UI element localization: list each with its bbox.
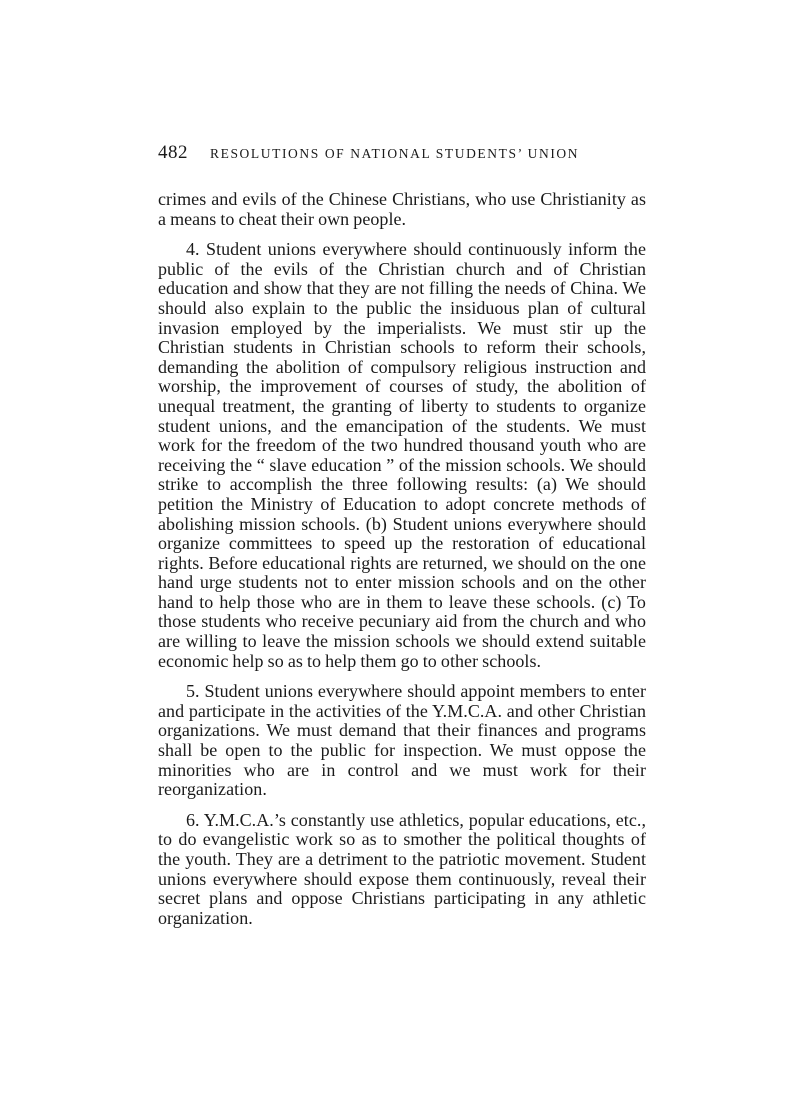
body-text bbox=[158, 190, 646, 928]
running-header bbox=[158, 142, 646, 172]
page-number: 482 bbox=[158, 142, 188, 163]
paragraph-item-4: 4. Student unions everywhere should continuously inform the public of the evils of the Christian church and of Christian education and show that they are not filling the needs of China. We should also explain to the public the insiduous plan of cultural invasion employed by the imperialists. We must stir up the Christian students in Christian schools to reform their schools, demanding the abolition of compulsory religious instruction and worship, the improvement of courses of study, the abolition of unequal treatment, the granting of liberty to students to organize student unions, and the emancipation of the students. We must work for the freedom of the two hundred thousand youth who are receiving the “ slave education ” of the mission schools. We should strike to accomplish the three following results: (a) We should petition the Ministry of Education to adopt concrete methods of abolishing mission schools. (b) Student unions everywhere should organize committees to speed up the restoration of educational rights. Before educational rights are returned, we should on the one hand urge students not to enter mission schools and on the other hand to help those who are in them to leave these schools. (c) To those students who receive pecuniary aid from the church and who are willing to leave the mission schools we should extend suitable economic help so as to help them go to other schools. bbox=[158, 239, 646, 671]
paragraph-item-6: 6. Y.M.C.A.’s constantly use athletics, popular educations, etc., to do evangelistic work so as to smother the political thoughts of the youth. They are a detriment to the patriotic movement. Student unions everywhere should expose them continuously, reveal their secret plans and oppose Christians participating in any athletic organization. bbox=[158, 809, 646, 928]
running-title: RESOLUTIONS OF NATIONAL STUDENTS’ UNION bbox=[210, 146, 580, 161]
paragraph-item-5: 5. Student unions everywhere should appoint members to enter and participate in the activities of the Y.M.C.A. and other Christian organizations. We must demand that their finances and programs shall be open to the public for inspection. We must oppose the minorities who are in control and we must work for their reorganization. bbox=[158, 681, 646, 800]
paragraph-continuation: crimes and evils of the Chinese Christians, who use Christianity as a means to cheat their own people. bbox=[158, 189, 646, 229]
book-page bbox=[158, 142, 646, 928]
